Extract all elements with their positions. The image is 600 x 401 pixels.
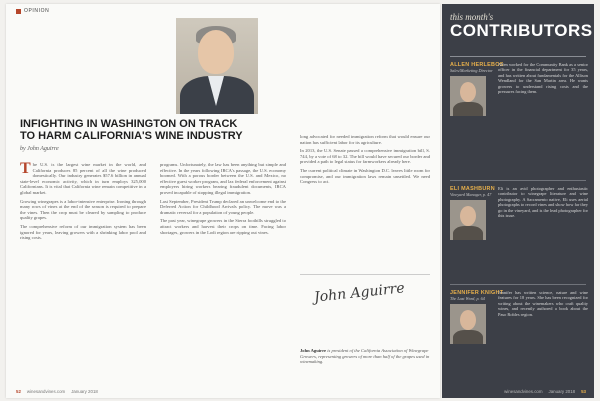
contributor-photo [450, 200, 486, 240]
footer-date: January 2018 [71, 389, 98, 394]
article-column-1 [20, 162, 146, 244]
paragraph: Last September, President Trump declared an unwelcome end to the Deferred Action for Childhood Arrivals policy. The move was a dramatic reversal for a population of young people. [160, 198, 286, 215]
paragraph: The current political climate in Washington D.C. leaves little room for compromise, and our immigration laws remain unsettled. We need Congress to act. [300, 167, 430, 185]
footer-date: January 2018 [548, 389, 576, 394]
section-label: OPINION [24, 8, 50, 14]
header-divider [450, 56, 586, 57]
bio-text: is president of the California Association of Winegrape Growers, representing growers of more than half of the grapes used in winemaking. [300, 348, 430, 365]
paragraph: In 2013, the U.S. Senate passed a comprehensive immigration bill, S. 744, by a vote of 68 to 32. The bill would have secured our border and provided a path to legal status for farmworkers already here. [300, 148, 430, 165]
paragraph: he U.S. is the largest wine market in the world, and California produces 85 percent of all the wine produced domestically. Our industry generates $57.6 billion in annual state-level economic activity, which in turn employs 325,000 Californians. It is vital that California wine remain competitive in a global market. [20, 162, 146, 195]
bio-name: John Aguirre [300, 348, 327, 353]
contributors-page [442, 4, 594, 398]
paragraph: long advocated for needed immigration reform that would ensure our nation has sufficient labor for its agriculture. [300, 134, 430, 145]
signature: John Aguirre [313, 280, 406, 306]
page-footer [16, 389, 98, 394]
paragraph: The past year, winegrape growers in the Sierra foothills struggled to attract workers and harvest their crops on time. Facing labor shortages, growers in the Lodi region are ripping out vines. [160, 218, 286, 235]
signature-area [300, 274, 430, 344]
contributor-name: JENNIFER KNIGHT [450, 290, 504, 296]
contributor-photo [450, 76, 486, 116]
divider [450, 180, 586, 181]
header-small: this month's [450, 12, 494, 22]
contributor-bio: Eli is an avid photographer and enthusiastic contributor to winegrape literature and wine photography. A Sacramento native, Eli uses aerial photographs to record vines and show how far they go in the vineyard, and is the lead photographer for this issue. [498, 186, 588, 219]
page-footer [504, 389, 586, 394]
contributor-role: Vineyard Manager, p. 47 [450, 192, 492, 197]
section-tag [16, 8, 49, 14]
section-marker-icon [16, 9, 21, 14]
paragraph: The comprehensive reform of our immigration system has been ignored for years, leaving growers with a shrinking labor pool and rising costs. [20, 223, 146, 241]
footer-site: winesandvines.com [504, 389, 543, 394]
article-page [6, 4, 440, 398]
headline: INFIGHTING IN WASHINGTON ON TRACK TO HARM CALIFORNIA'S WINE INDUSTRY [20, 118, 243, 142]
article-column-3 [300, 134, 430, 188]
contributor-name: ELI MASHBURN [450, 186, 495, 192]
drop-cap: T [20, 160, 31, 177]
article-column-2 [160, 162, 286, 238]
byline: by John Aguirre [20, 146, 59, 152]
contributor-role: The Last Word, p. 64 [450, 296, 485, 301]
page-number: 52 [16, 389, 21, 394]
contributor-photo [450, 304, 486, 344]
contributor-bio: Jennifer has written science, nature and wine features for 18 years. She has been recognized for writing about the winemakers who craft quality wines, and recently authored a book about the Paso Robles region. [498, 290, 588, 317]
paragraph: programs. Unfortunately, the law has been anything but simple and effective. In the years following IRCA's passage, the U.S. economy boomed. With a porous border between the U.S. and Mexico, no effective guest worker program, and lax federal enforcement against employers hiring workers bearing fraudulent documents, IRCA proved incapable of stopping illegal immigration. [160, 162, 286, 195]
contributor-role: Sales/Marketing Director [450, 68, 493, 73]
contributor-card [450, 62, 588, 116]
footer-site: winesandvines.com [26, 389, 66, 394]
contributor-card [450, 186, 588, 240]
page-number: 53 [581, 389, 586, 394]
contributors-header [450, 12, 593, 39]
header-big: CONTRIBUTORS [450, 21, 593, 40]
author-photo [176, 18, 258, 114]
contributor-name: ALLEN HERLEBOS [450, 62, 504, 68]
author-bio [300, 348, 430, 365]
contributor-card [450, 290, 588, 344]
divider [450, 284, 586, 285]
paragraph: Growing winegrapes is a labor-intensive enterprise. Ironing through many rows of vines at the end of the season is required to prepare the vines. Then the crop must be cleared by sampling to produce quality grapes. [20, 198, 146, 221]
contributor-bio: Allen worked for the Community Bank as a senior officer in the financial department for 35 years, and has written about fundamentals for the Allison Wendland for the San Martin area. He wants growers to understand rising costs and the pressures facing them. [498, 62, 588, 95]
